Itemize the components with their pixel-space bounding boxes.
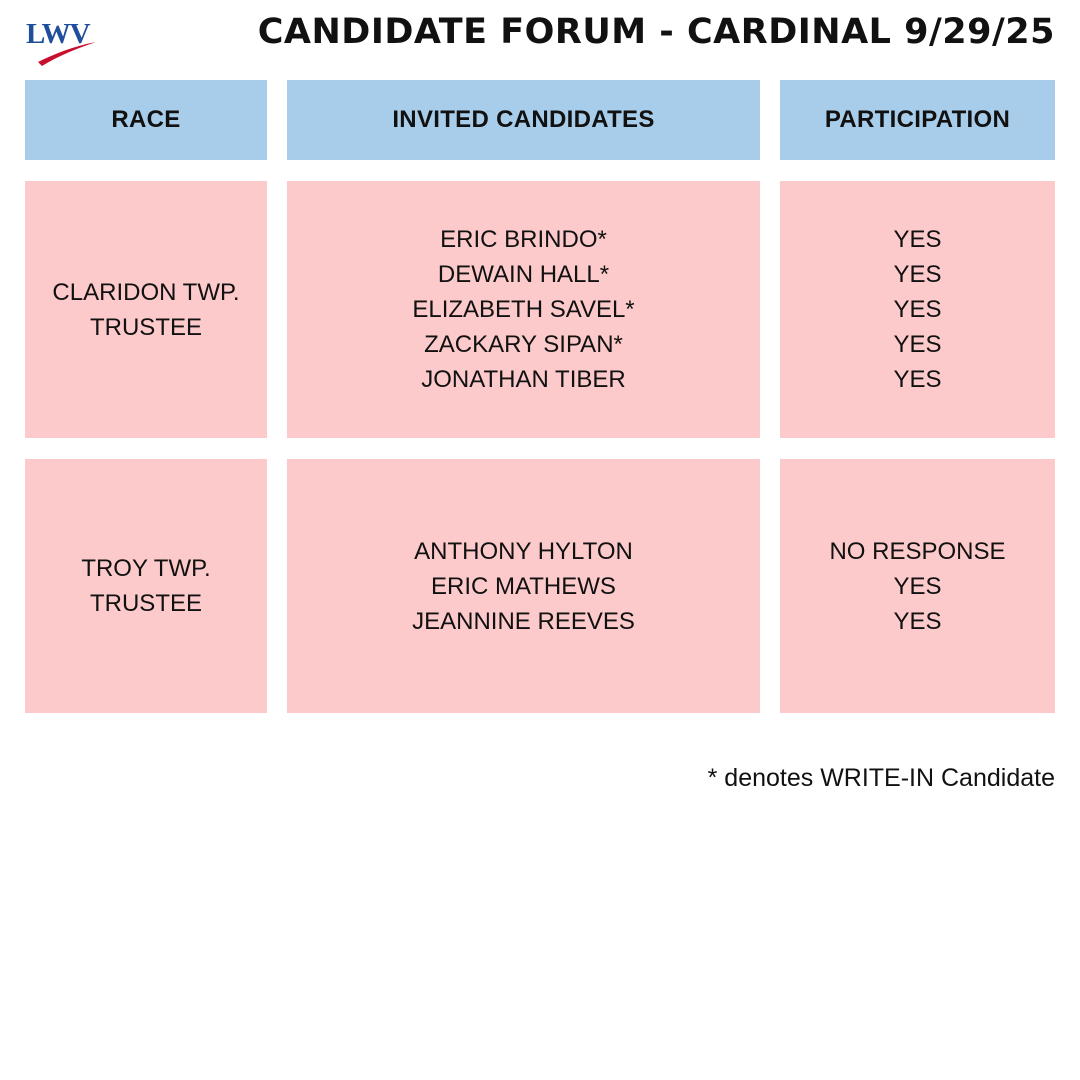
- header-participation: PARTICIPATION: [780, 80, 1055, 160]
- header-race: RACE: [25, 80, 267, 160]
- candidate-name: ZACKARY SIPAN*: [424, 331, 623, 358]
- candidate-name: JEANNINE REEVES: [412, 607, 635, 635]
- participation-status: YES: [893, 261, 942, 288]
- participation-cell-troy: [780, 459, 1055, 713]
- candidate-name: DEWAIN HALL*: [437, 261, 610, 288]
- participation-status: YES: [893, 572, 942, 600]
- page-title: CANDIDATE FORUM - CARDINAL 9/29/25: [257, 12, 1055, 52]
- candidates-cell-claridon: [287, 181, 760, 438]
- participation-status: YES: [893, 331, 942, 358]
- logo-text: LWV: [26, 18, 90, 50]
- write-in-footnote: * denotes WRITE-IN Candidate: [707, 764, 1055, 792]
- race-line: TROY TWP.: [81, 555, 211, 582]
- candidate-name: ANTHONY HYLTON: [414, 537, 633, 565]
- candidate-name: ERIC MATHEWS: [431, 572, 616, 600]
- participation-status: YES: [893, 366, 942, 393]
- participation-status: YES: [893, 607, 942, 635]
- lwv-logo: [24, 14, 100, 70]
- candidates-cell-troy: [287, 459, 760, 713]
- participation-status: NO RESPONSE: [829, 537, 1006, 565]
- race-line: TRUSTEE: [89, 313, 202, 341]
- candidate-name: ERIC BRINDO*: [440, 226, 607, 253]
- race-line: TRUSTEE: [89, 590, 202, 617]
- participation-status: YES: [893, 296, 942, 323]
- candidate-name: ELIZABETH SAVEL*: [412, 296, 635, 323]
- race-cell-troy: [25, 459, 267, 713]
- participation-cell-claridon: [780, 181, 1055, 438]
- participation-status: YES: [893, 226, 942, 253]
- race-line: CLARIDON TWP.: [52, 278, 240, 306]
- race-cell-claridon: [25, 181, 267, 438]
- header-invited-candidates: INVITED CANDIDATES: [287, 80, 760, 160]
- candidate-name: JONATHAN TIBER: [421, 366, 626, 393]
